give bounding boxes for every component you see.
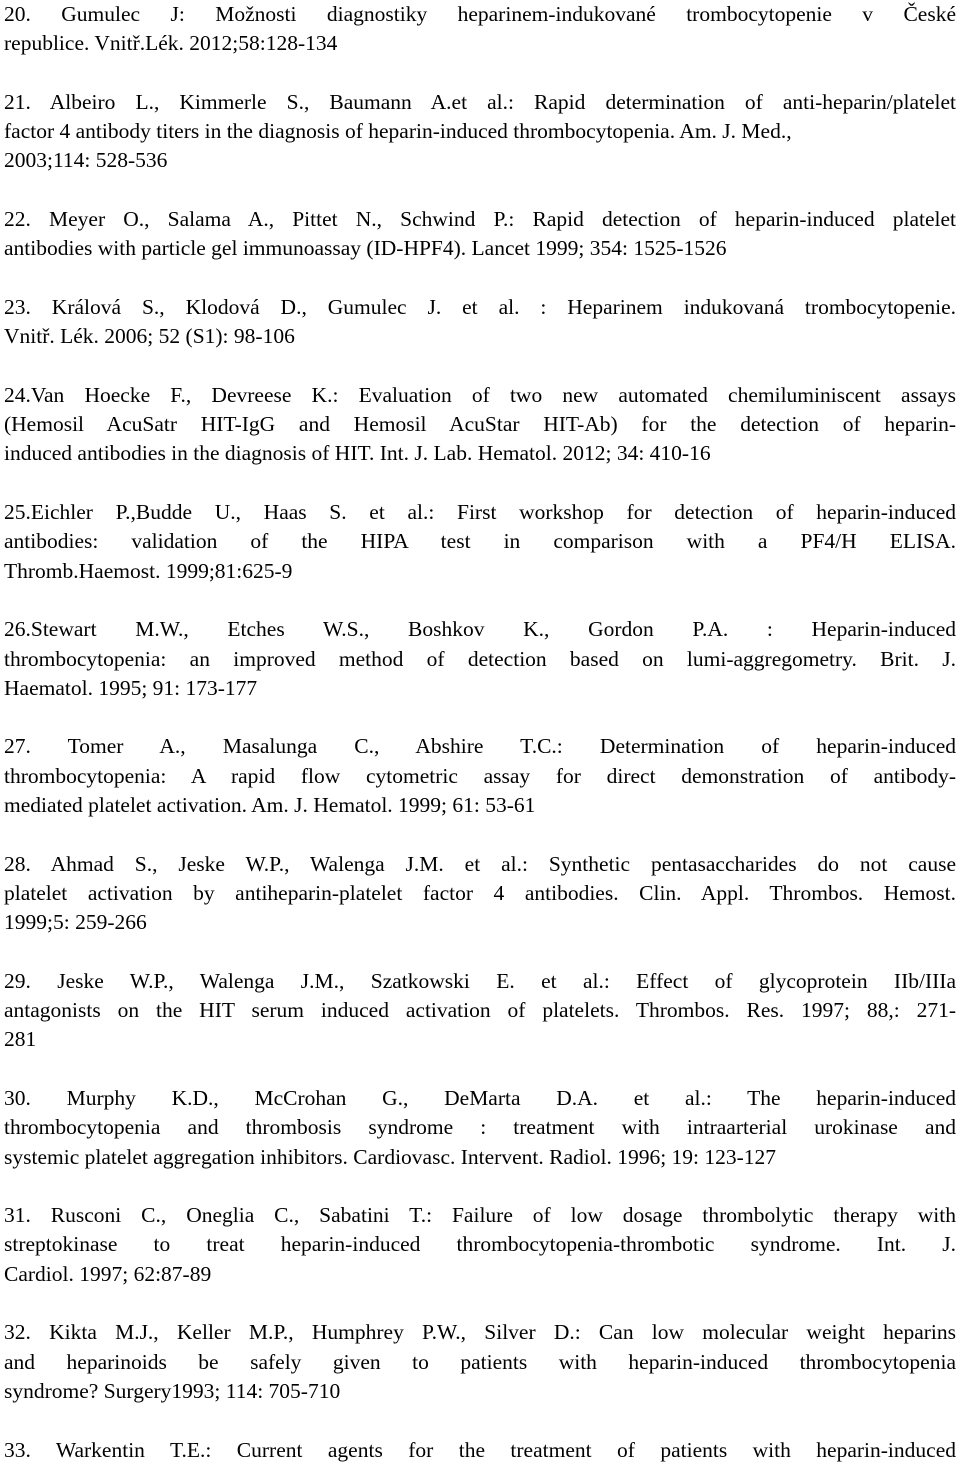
- reference-25: [4, 498, 956, 586]
- reference-line: induced antibodies in the diagnosis of HIT. Int. J. Lab. Hematol. 2012; 34: 410-16: [4, 441, 711, 466]
- reference-22: [4, 205, 956, 264]
- reference-line: thrombocytopenia: an improved method of detection based on lumi-aggregometry. Brit. J.: [4, 646, 956, 671]
- reference-line: Vnitř. Lék. 2006; 52 (S1): 98-106: [4, 324, 295, 349]
- paragraph-spacer: [4, 586, 956, 615]
- paragraph-spacer: [4, 1055, 956, 1084]
- reference-line: platelet activation by antiheparin-platelet factor 4 antibodies. Clin. Appl. Thrombos. Hemost.: [4, 880, 956, 905]
- reference-24: [4, 381, 956, 469]
- reference-line: Cardiol. 1997; 62:87-89: [4, 1261, 212, 1286]
- reference-29: [4, 967, 956, 1055]
- reference-line: thrombocytopenia and thrombosis syndrome : treatment with intraarterial urokinase and: [4, 1115, 956, 1140]
- reference-line: 29. Jeske W.P., Walenga J.M., Szatkowski E. et al.: Effect of glycoprotein IIb/IIIa: [4, 968, 956, 993]
- reference-line: 1999;5: 259-266: [4, 910, 147, 935]
- reference-line: 20. Gumulec J: Možnosti diagnostiky heparinem-indukované trombocytopenie v České: [4, 2, 956, 26]
- reference-line: republice. Vnitř.Lék. 2012;58:128-134: [4, 31, 338, 56]
- reference-26: [4, 615, 956, 703]
- reference-28: [4, 850, 956, 938]
- paragraph-spacer: [4, 469, 956, 498]
- paragraph-spacer: [4, 1172, 956, 1201]
- paragraph-spacer: [4, 176, 956, 205]
- reference-line: syndrome? Surgery1993; 114: 705-710: [4, 1378, 341, 1403]
- reference-32: [4, 1318, 956, 1406]
- paragraph-spacer: [4, 1406, 956, 1435]
- reference-line: 22. Meyer O., Salama A., Pittet N., Schwind P.: Rapid detection of heparin-induced platelet: [4, 207, 956, 232]
- reference-line: 24.Van Hoecke F., Devreese K.: Evaluation of two new automated chemiluminiscent assays: [4, 382, 956, 407]
- reference-27: [4, 732, 956, 820]
- reference-20: [4, 0, 956, 59]
- reference-line: thrombocytopenia: A rapid flow cytometric assay for direct demonstration of antibody-: [4, 763, 956, 788]
- reference-line: 21. Albeiro L., Kimmerle S., Baumann A.et al.: Rapid determination of anti-heparin/platelet: [4, 89, 956, 114]
- reference-line: antibodies: validation of the HIPA test in comparison with a PF4/H ELISA.: [4, 529, 956, 554]
- paragraph-spacer: [4, 938, 956, 967]
- reference-line: 25.Eichler P.,Budde U., Haas S. et al.: First workshop for detection of heparin-induced: [4, 500, 956, 525]
- reference-line: systemic platelet aggregation inhibitors. Cardiovasc. Intervent. Radiol. 1996; 19: 123-127: [4, 1144, 777, 1169]
- reference-line: (Hemosil AcuSatr HIT-IgG and Hemosil AcuStar HIT-Ab) for the detection of heparin-: [4, 412, 956, 437]
- reference-line: Thromb.Haemost. 1999;81:625-9: [4, 558, 293, 583]
- paragraph-spacer: [4, 264, 956, 293]
- paragraph-spacer: [4, 820, 956, 849]
- reference-23: [4, 293, 956, 352]
- reference-line: 33. Warkentin T.E.: Current agents for the treatment of patients with heparin-induced: [4, 1437, 956, 1462]
- reference-33: [4, 1436, 956, 1465]
- paragraph-spacer: [4, 59, 956, 88]
- reference-line: and heparinoids be safely given to patients with heparin-induced thrombocytopenia: [4, 1349, 956, 1374]
- reference-line: antagonists on the HIT serum induced activation of platelets. Thrombos. Res. 1997; 88,: 271-: [4, 998, 956, 1023]
- reference-line: 2003;114: 528-536: [4, 148, 168, 173]
- reference-line: 27. Tomer A., Masalunga C., Abshire T.C.: Determination of heparin-induced: [4, 734, 956, 759]
- reference-line: 23. Králová S., Klodová D., Gumulec J. et al. : Heparinem indukovaná trombocytopenie.: [4, 294, 956, 319]
- paragraph-spacer: [4, 1289, 956, 1318]
- reference-line: factor 4 antibody titers in the diagnosis of heparin-induced thrombocytopenia. Am. J. Med.,: [4, 119, 792, 144]
- reference-line: 31. Rusconi C., Oneglia C., Sabatini T.: Failure of low dosage thrombolytic therapy with: [4, 1203, 956, 1228]
- reference-line: antibodies with particle gel immunoassay (ID-HPF4). Lancet 1999; 354: 1525-1526: [4, 236, 727, 261]
- reference-line: 30. Murphy K.D., McCrohan G., DeMarta D.A. et al.: The heparin-induced: [4, 1085, 956, 1110]
- reference-line: 26.Stewart M.W., Etches W.S., Boshkov K., Gordon P.A. : Heparin-induced: [4, 617, 956, 642]
- reference-line: streptokinase to treat heparin-induced thrombocytopenia-thrombotic syndrome. Int. J.: [4, 1232, 956, 1257]
- reference-30: [4, 1084, 956, 1172]
- reference-31: [4, 1201, 956, 1289]
- reference-line: 32. Kikta M.J., Keller M.P., Humphrey P.W., Silver D.: Can low molecular weight heparins: [4, 1320, 956, 1345]
- reference-line: 281: [4, 1027, 37, 1052]
- reference-21: [4, 88, 956, 176]
- reference-line: mediated platelet activation. Am. J. Hematol. 1999; 61: 53-61: [4, 793, 536, 818]
- paragraph-spacer: [4, 703, 956, 732]
- paragraph-spacer: [4, 352, 956, 381]
- reference-list: [4, 0, 956, 1465]
- reference-line: 28. Ahmad S., Jeske W.P., Walenga J.M. et al.: Synthetic pentasaccharides do not cause: [4, 851, 956, 876]
- reference-line: Haematol. 1995; 91: 173-177: [4, 675, 258, 700]
